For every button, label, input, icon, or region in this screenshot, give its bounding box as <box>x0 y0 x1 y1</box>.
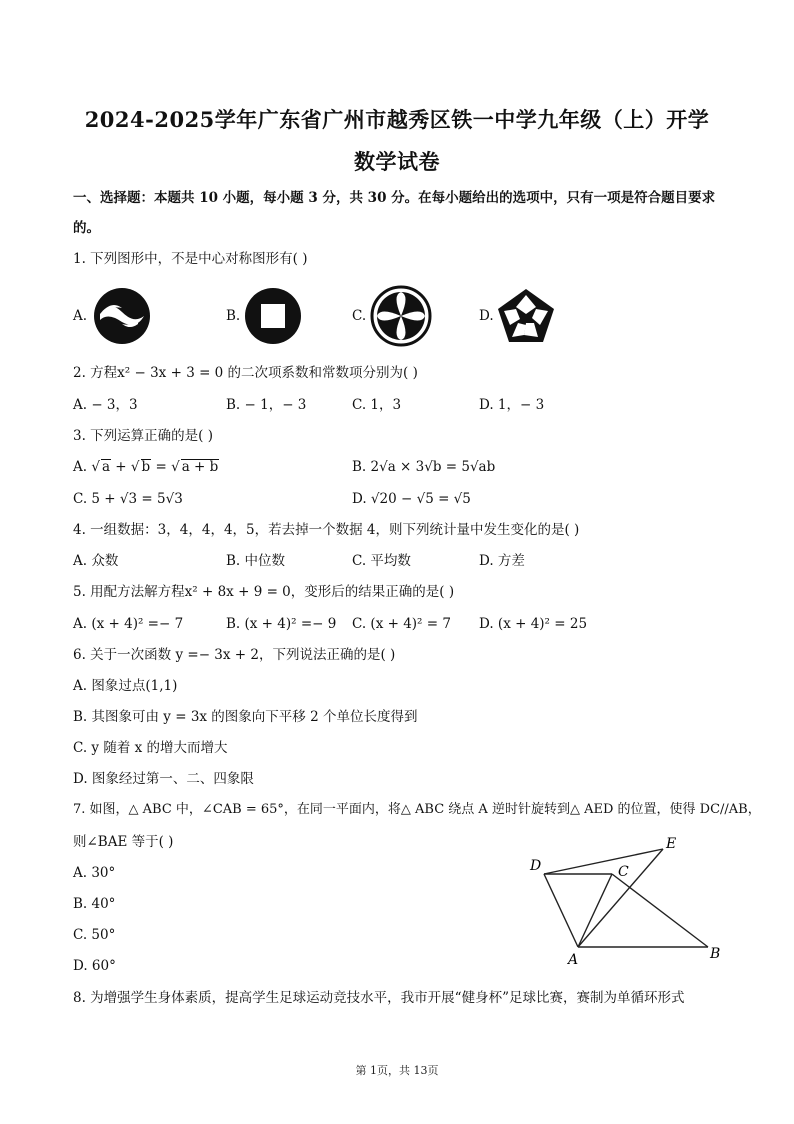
section1-heading: 一、选择题：本题共 10 小题，每小题 3 分，共 30 分。在每小题给出的选项中，只有一项是符合题目要求 <box>73 190 716 206</box>
q7-option-d: D. 60° <box>73 958 116 974</box>
exam-title-line1: 2024-2025学年广东省广州市越秀区铁一中学九年级（上）开学 <box>84 107 710 132</box>
q5-option-d: D. (x + 4)² = 25 <box>479 616 588 632</box>
q5-stem: 5. 用配方法解方程x² + 8x + 9 = 0，变形后的结果正确的是( ) <box>73 584 455 600</box>
q3-option-d: D. √20 − √5 = √5 <box>352 491 471 507</box>
q1-option-a-label: A. <box>73 308 88 324</box>
q6-option-a: A. 图象过点(1,1) <box>73 678 178 694</box>
q7-option-b: B. 40° <box>73 896 116 912</box>
q4-option-c: C. 平均数 <box>352 553 411 569</box>
q1-option-d-label: D. <box>479 308 494 324</box>
q3-option-a-eq: = <box>151 459 172 475</box>
section1-heading-cont: 的。 <box>73 220 100 236</box>
q3-option-b: B. 2√a × 3√b = 5√ab <box>352 459 496 475</box>
point-label-d: D <box>530 858 542 874</box>
exam-title-line2: 数学试卷 <box>354 149 440 174</box>
q7-stem: 7. 如图，△ ABC 中，∠CAB = 65°，在同一平面内，将△ ABC 绕点 A 逆时针旋转到△ AED 的位置，使得 DC//AB， <box>73 802 761 817</box>
coin-square-hole-icon <box>244 287 302 345</box>
q3-stem: 3. 下列运算正确的是( ) <box>73 428 213 444</box>
four-petal-circle-icon <box>370 285 432 347</box>
q4-option-d: D. 方差 <box>479 553 525 569</box>
q4-option-b: B. 中位数 <box>226 553 286 569</box>
q5-option-a: A. (x + 4)² =− 7 <box>73 616 184 632</box>
q4-stem: 4. 一组数据：3，4，4，4，5，若去掉一个数据 4，则下列统计量中发生变化的是( ) <box>73 522 580 538</box>
q1-option-b-label: B. <box>226 308 241 324</box>
point-label-b: B <box>710 946 721 962</box>
q7-option-c: C. 50° <box>73 927 116 943</box>
q1-option-c-label: C. <box>352 308 367 324</box>
q3-option-a-prefix: A. <box>73 459 92 475</box>
q3-option-c: C. 5 + √3 = 5√3 <box>73 491 183 507</box>
segment-cb <box>612 874 708 947</box>
q3-option-a-rhs: √ a + b <box>171 459 219 475</box>
segment-ad <box>544 874 578 947</box>
q2-option-d: D. 1，− 3 <box>479 397 545 413</box>
q3-option-a <box>73 459 219 475</box>
yin-yang-symbol-icon <box>92 286 152 346</box>
page-footer: 第 1页，共 13页 <box>355 1064 439 1077</box>
q7-stem-cont: 则∠BAE 等于( ) <box>73 834 174 850</box>
q1-stem: 1. 下列图形中，不是中心对称图形有( ) <box>73 251 308 267</box>
point-label-c: C <box>618 864 629 880</box>
q2-stem: 2. 方程x² − 3x + 3 = 0 的二次项系数和常数项分别为( ) <box>73 365 418 381</box>
q8-stem: 8. 为增强学生身体素质，提高学生足球运动竞技水平，我市开展“健身杯”足球比赛，赛制为单循环形式 <box>73 990 685 1006</box>
pentagon-pattern-icon <box>496 287 556 345</box>
q5-option-c: C. (x + 4)² = 7 <box>352 616 451 632</box>
q6-option-d: D. 图象经过第一、二、四象限 <box>73 771 254 787</box>
q7-option-a: A. 30° <box>73 865 116 881</box>
q2-option-a: A. − 3，3 <box>73 397 138 413</box>
point-label-a: A <box>568 952 579 968</box>
q4-option-a: A. 众数 <box>73 553 119 569</box>
q6-stem: 6. 关于一次函数 y =− 3x + 2，下列说法正确的是( ) <box>73 647 396 663</box>
q3-option-a-math: √ a + √ b <box>91 459 151 475</box>
q5-option-b: B. (x + 4)² =− 9 <box>226 616 337 632</box>
segment-ac <box>578 874 612 947</box>
point-label-e: E <box>666 836 677 852</box>
q2-option-b: B. − 1，− 3 <box>226 397 307 413</box>
q6-option-b: B. 其图象可由 y = 3x 的图象向下平移 2 个单位长度得到 <box>73 709 418 725</box>
q2-option-c: C. 1，3 <box>352 397 402 413</box>
q6-option-c: C. y 随着 x 的增大而增大 <box>73 740 228 756</box>
q7-triangle-figure <box>520 830 730 970</box>
